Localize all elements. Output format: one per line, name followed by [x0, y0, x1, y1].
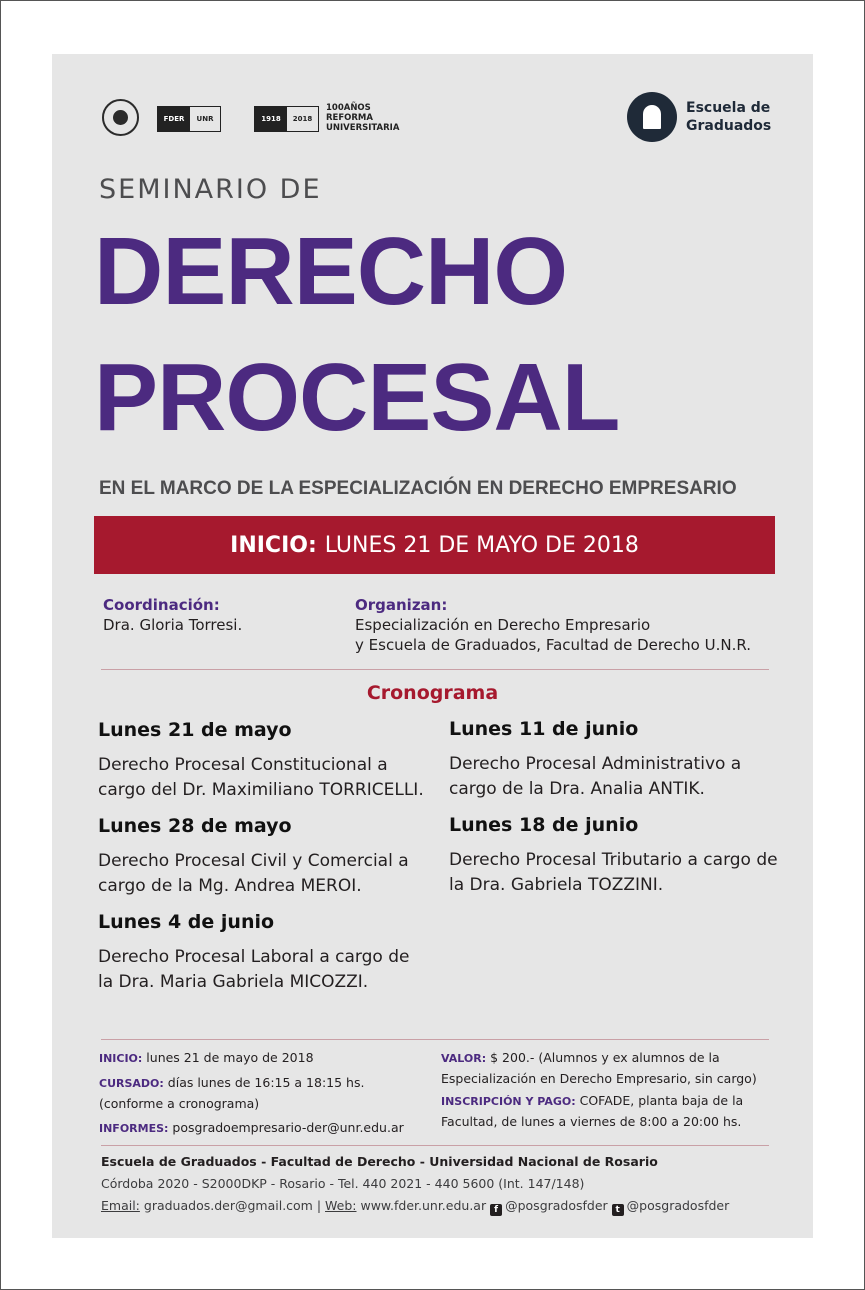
building-icon: [627, 92, 677, 142]
schedule-text: Derecho Procesal Constitucional a cargo del Dr. Maximiliano TORRICELLI.: [98, 755, 424, 800]
info-right: [441, 1048, 771, 1132]
coordinacion-block: [103, 595, 242, 635]
schedule-item: [98, 911, 428, 995]
schedule-text: Derecho Procesal Tributario a cargo de la Dra. Gabriela TOZZINI.: [449, 850, 778, 895]
info-valor: VALOR: $ 200.- (Alumnos y ex alumnos de la Especialización en Derecho Empresario, sin cargo): [441, 1050, 757, 1086]
escuela-graduados-logo-text: Escuela de Graduados: [686, 100, 772, 134]
fder-label: FDER: [158, 107, 190, 131]
info-left: [99, 1048, 424, 1139]
email-label: Email:: [101, 1198, 140, 1213]
info-inicio: INICIO: lunes 21 de mayo de 2018: [99, 1050, 314, 1065]
divider-bottom: [101, 1145, 769, 1146]
title-line-2: PROCESAL: [94, 344, 620, 451]
footer-address: Córdoba 2020 - S2000DKP - Rosario - Tel. 440 2021 - 440 5600 (Int. 147/148): [101, 1176, 585, 1191]
title-line-1: DERECHO: [94, 218, 568, 325]
facebook-handle[interactable]: @posgradosfder: [505, 1198, 608, 1213]
schedule-left-column: [98, 719, 428, 1007]
facebook-icon: f: [490, 1204, 502, 1216]
banner-label: INICIO:: [230, 532, 317, 558]
schedule-date: Lunes 11 de junio: [449, 718, 639, 740]
year-1918: 1918: [255, 107, 287, 131]
start-date-banner: [94, 516, 775, 574]
footer: [101, 1151, 781, 1217]
divider-top: [101, 669, 769, 670]
footer-contacts: [101, 1195, 781, 1217]
organizan-label: Organizan:: [355, 596, 448, 614]
schedule-text: Derecho Procesal Civil y Comercial a cargo de la Mg. Andrea MEROI.: [98, 851, 409, 896]
schedule-date: Lunes 28 de mayo: [98, 815, 292, 837]
info-informes: INFORMES: posgradoempresario-der@unr.edu.ar: [99, 1120, 404, 1135]
schedule-item: [449, 718, 779, 802]
schedule-item: [98, 719, 428, 803]
reform-years-logo: [254, 106, 319, 132]
organizan-block: [355, 595, 751, 655]
info-inscripcion: INSCRIPCIÓN Y PAGO: COFADE, planta baja de la Facultad, de lunes a viernes de 8:00 a 20:00 hs.: [441, 1093, 744, 1129]
reform-text: 100AÑOS REFORMA UNIVERSITARIA: [326, 103, 400, 133]
coordinacion-label: Coordinación:: [103, 596, 220, 614]
seminario-label: SEMINARIO DE: [99, 174, 322, 205]
twitter-handle[interactable]: @posgradosfder: [626, 1198, 730, 1213]
unr-seal-logo: [102, 99, 139, 136]
year-2018: 2018: [292, 115, 313, 123]
twitter-icon: t: [612, 1204, 624, 1216]
poster: [52, 54, 813, 1238]
unr-label: UNR: [196, 115, 214, 123]
coordinacion-value: Dra. Gloria Torresi.: [103, 616, 243, 634]
schedule-date: Lunes 4 de junio: [98, 911, 275, 933]
web-value[interactable]: www.fder.unr.edu.ar: [360, 1198, 487, 1213]
email-value[interactable]: graduados.der@gmail.com |: [143, 1198, 322, 1213]
footer-institution: Escuela de Graduados - Facultad de Derecho - Universidad Nacional de Rosario: [101, 1154, 658, 1169]
fder-unr-logo: [157, 106, 221, 132]
schedule-right-column: [449, 718, 779, 910]
schedule-date: Lunes 18 de junio: [449, 814, 639, 836]
schedule-date: Lunes 21 de mayo: [98, 719, 292, 741]
organizan-line-2: y Escuela de Graduados, Facultad de Derecho U.N.R.: [355, 636, 751, 654]
subtitle: EN EL MARCO DE LA ESPECIALIZACIÓN EN DERECHO EMPRESARIO: [99, 478, 737, 499]
banner-value: LUNES 21 DE MAYO DE 2018: [324, 532, 639, 558]
web-label: Web:: [325, 1198, 357, 1213]
schedule-item: [98, 815, 428, 899]
info-cursado: CURSADO: días lunes de 16:15 a 18:15 hs. (conforme a cronograma): [99, 1075, 365, 1111]
schedule-text: Derecho Procesal Administrativo a cargo de la Dra. Analia ANTIK.: [449, 754, 742, 799]
organizan-line-1: Especialización en Derecho Empresario: [355, 616, 651, 634]
schedule-text: Derecho Procesal Laboral a cargo de la Dra. Maria Gabriela MICOZZI.: [98, 947, 410, 992]
schedule-item: [449, 814, 779, 898]
cronograma-title: Cronograma: [366, 682, 499, 704]
divider-middle: [101, 1039, 769, 1040]
